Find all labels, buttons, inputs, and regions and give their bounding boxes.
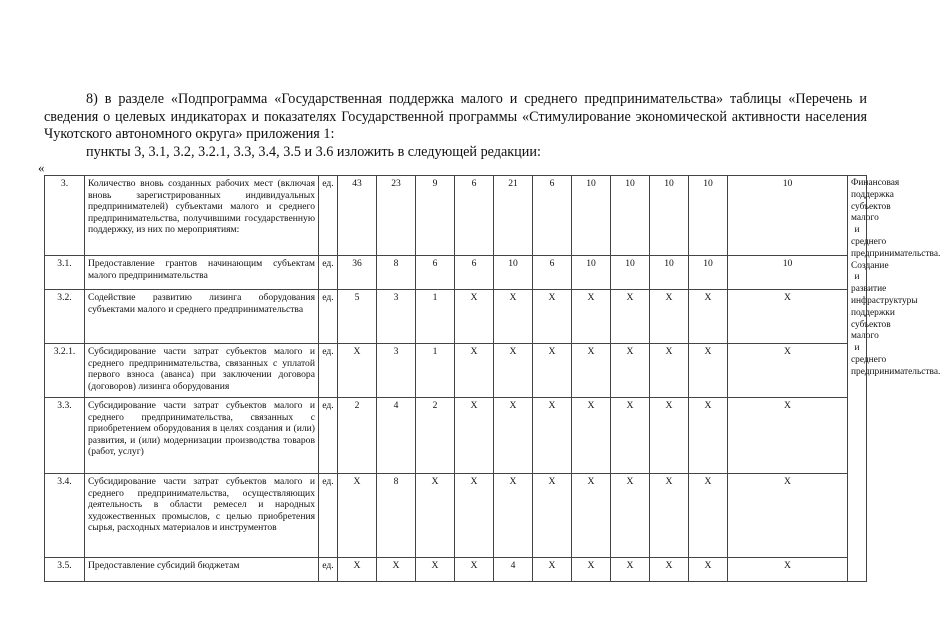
row-value: Х [455,344,494,398]
row-number: 3. [45,176,85,256]
row-name: Субсидирование части затрат субъектов малого и среднего предпринимательства, осуществляющих деятельность в области ремесел и народных художественных промыслов, с целью приобретения сырья, расходных материалов и инструментов [85,474,319,558]
row-value: 3 [377,344,416,398]
row-value: Х [494,290,533,344]
table-row [45,474,867,558]
row-value: 2 [416,398,455,474]
row-value: 6 [533,176,572,256]
row-value: 10 [572,176,611,256]
row-value: Х [611,474,650,558]
row-value: Х [650,398,689,474]
row-value: 4 [494,558,533,582]
row-number: 3.5. [45,558,85,582]
row-value: 10 [689,176,728,256]
row-value: Х [728,398,848,474]
row-number: 3.3. [45,398,85,474]
row-value: 10 [494,256,533,290]
row-unit: ед. [319,290,338,344]
row-value: 4 [377,398,416,474]
row-value: Х [650,558,689,582]
row-value: 23 [377,176,416,256]
row-value: Х [572,474,611,558]
row-value: Х [689,398,728,474]
row-value: Х [728,290,848,344]
note-cell: Финансовая поддержка субъектов малого и среднего предпринимательства. Создание и развитие инфраструктуры поддержки субъектов малого и среднего предпринимательства. [848,176,867,582]
table-row [45,344,867,398]
row-value: Х [494,344,533,398]
row-value: Х [689,290,728,344]
table-row [45,558,867,582]
row-name: Количество вновь созданных рабочих мест (включая вновь зарегистрированных индивидуальных предпринимателей) субъектами малого и среднего предпринимательства, получившими государственную поддержку, из них по мероприятиям: [85,176,319,256]
row-number: 3.2. [45,290,85,344]
row-value: Х [533,474,572,558]
row-value: 3 [377,290,416,344]
row-value: Х [338,474,377,558]
row-unit: ед. [319,398,338,474]
row-value: Х [533,344,572,398]
row-value: 6 [416,256,455,290]
row-value: Х [572,558,611,582]
intro-paragraph: 8) в разделе «Подпрограмма «Государственная поддержка малого и среднего предпринимательства» таблицы «Перечень и сведения о целевых индикаторах и показателях Государственной программы «Стимулирование экономической активности населения Чукотского автономного округа» приложения 1: [44,91,867,142]
opening-quote: « [38,160,45,175]
table-row [45,398,867,474]
row-value: Х [494,474,533,558]
row-value: Х [572,344,611,398]
row-value: Х [650,344,689,398]
row-value: 6 [533,256,572,290]
row-number: 3.4. [45,474,85,558]
row-name: Субсидирование части затрат субъектов малого и среднего предпринимательства, связанных с приобретением оборудования в целях создания и (или) развития, и (или) модернизации производства товаров (работ, услуг) [85,398,319,474]
row-value: Х [533,558,572,582]
table-row [45,256,867,290]
row-value: 10 [611,256,650,290]
row-value: 5 [338,290,377,344]
row-value: 6 [455,256,494,290]
intro-text [44,91,867,161]
row-value: 43 [338,176,377,256]
row-value: 10 [572,256,611,290]
row-name: Предоставление грантов начинающим субъектам малого предпринимательства [85,256,319,290]
row-unit: ед. [319,558,338,582]
row-value: Х [416,558,455,582]
row-value: 1 [416,290,455,344]
row-value: Х [533,290,572,344]
indicators-table [44,175,940,582]
row-value: Х [377,558,416,582]
row-unit: ед. [319,344,338,398]
row-unit: ед. [319,474,338,558]
row-unit: ед. [319,256,338,290]
row-value: 10 [728,256,848,290]
row-name: Предоставление субсидий бюджетам [85,558,319,582]
row-number: 3.2.1. [45,344,85,398]
row-value: Х [689,344,728,398]
row-value: Х [416,474,455,558]
row-value: 36 [338,256,377,290]
row-number: 3.1. [45,256,85,290]
row-value: 10 [689,256,728,290]
row-value: Х [611,558,650,582]
row-value: Х [611,290,650,344]
row-value: Х [728,558,848,582]
row-value: Х [338,558,377,582]
row-value: Х [611,344,650,398]
row-value: Х [533,398,572,474]
row-value: Х [650,474,689,558]
row-value: 10 [611,176,650,256]
row-value: Х [572,290,611,344]
row-value: 10 [650,256,689,290]
row-value: Х [455,558,494,582]
row-value: Х [338,344,377,398]
row-value: Х [689,474,728,558]
table-row [45,290,867,344]
intro-instruction: пункты 3, 3.1, 3.2, 3.2.1, 3.3, 3.4, 3.5 и 3.6 изложить в следующей редакции: [86,143,541,160]
row-unit: ед. [319,176,338,256]
row-value: Х [689,558,728,582]
row-value: 1 [416,344,455,398]
row-value: Х [455,398,494,474]
table-row [45,176,867,256]
row-name: Субсидирование части затрат субъектов малого и среднего предпринимательства, связанных с уплатой первого взноса (аванса) при заключении договора (договоров) лизинга оборудования [85,344,319,398]
row-value: 10 [728,176,848,256]
row-value: Х [650,290,689,344]
row-value: Х [455,290,494,344]
row-value: 8 [377,256,416,290]
row-value: 9 [416,176,455,256]
row-value: Х [455,474,494,558]
row-value: 8 [377,474,416,558]
row-value: 6 [455,176,494,256]
row-value: Х [728,474,848,558]
row-value: Х [728,344,848,398]
row-value: Х [494,398,533,474]
row-name: Содействие развитию лизинга оборудования субъектами малого и среднего предпринимательства [85,290,319,344]
row-value: Х [611,398,650,474]
row-value: Х [572,398,611,474]
row-value: 21 [494,176,533,256]
row-value: 10 [650,176,689,256]
row-value: 2 [338,398,377,474]
